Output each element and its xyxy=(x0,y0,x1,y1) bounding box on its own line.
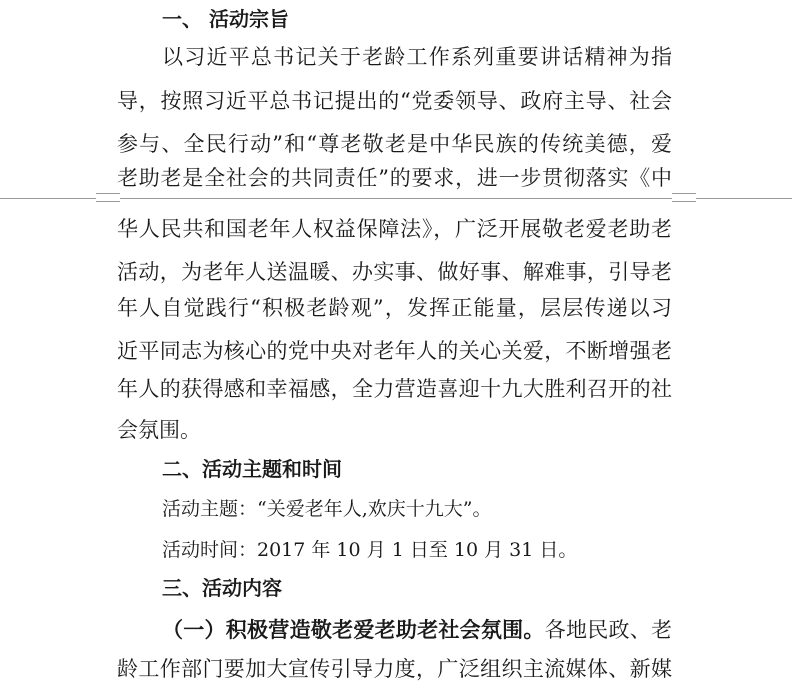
paragraph-line: 导，按照习近平总书记提出的“党委领导、政府主导、社会 xyxy=(117,89,672,113)
paragraph-line: 年人的获得感和幸福感，全力营造喜迎十九大胜利召开的社 xyxy=(117,377,672,401)
section-heading-content: 三、活动内容 xyxy=(162,576,282,600)
paragraph-line: 近平同志为核心的党中央对老年人的关心关爱，不断增强老 xyxy=(117,339,672,363)
paragraph-line: 以习近平总书记关于老龄工作系列重要讲话精神为指 xyxy=(162,45,672,69)
activity-theme: 活动主题：“关爱老年人,欢庆十九大”。 xyxy=(162,498,492,520)
page-break-marker-right xyxy=(672,193,696,202)
paragraph-line: 会氛围。 xyxy=(117,418,201,442)
content-subheading-line xyxy=(162,617,672,643)
page-break-marker-left xyxy=(96,193,120,202)
paragraph-line: 活动，为老年人送温暖、办实事、做好事、解难事，引导老 xyxy=(117,260,672,284)
paragraph-line: 年人自觉践行“积极老龄观”，发挥正能量，层层传递以习 xyxy=(117,296,672,320)
section-heading-purpose: 一、 活动宗旨 xyxy=(162,7,289,31)
section-heading-theme-time: 二、活动主题和时间 xyxy=(162,457,342,481)
paragraph-line: 老助老是全社会的共同责任”的要求，进一步贯彻落实《中 xyxy=(117,166,672,190)
paragraph-line: 参与、全民行动”和“尊老敬老是中华民族的传统美德，爱 xyxy=(117,132,672,156)
paragraph-line: 华人民共和国老年人权益保障法》，广泛开展敬老爱老助老 xyxy=(117,217,672,241)
activity-time: 活动时间：2017 年 10 月 1 日至 10 月 31 日。 xyxy=(162,539,578,561)
paragraph-line: 龄工作部门要加大宣传引导力度，广泛组织主流媒体、新媒 xyxy=(117,657,672,681)
content-line-rest: 各地民政、老 xyxy=(544,618,673,642)
content-subheading: （一）积极营造敬老爱老助老社会氛围。 xyxy=(162,617,545,642)
